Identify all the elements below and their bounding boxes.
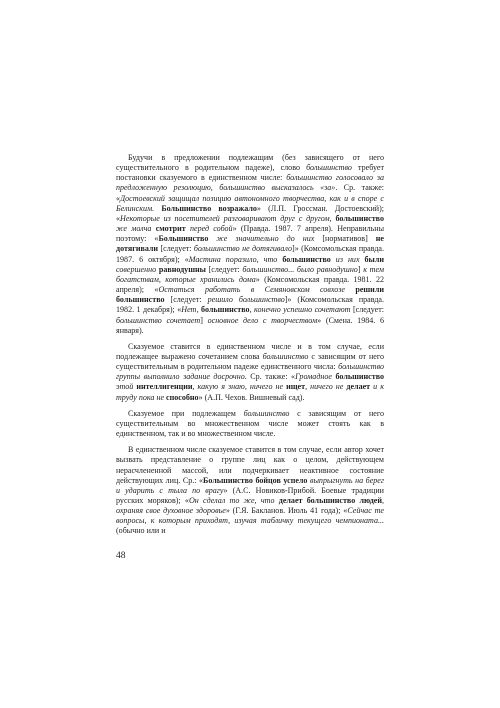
bold-text: решили большинство [116,285,384,305]
text-run: ]» (Комсомольская правда. 1982. 1 декабря); « [116,295,384,315]
bold-text: большинство [282,254,331,264]
text-run: » (А.С. Новиков-Прибой. Боевые традиции русских моряков); « [116,485,384,505]
text-run: [нормативов] [314,234,376,244]
italic-text: Громадное [295,372,336,382]
italic-text: этой [116,382,137,392]
italic-text: большинство сочетает [116,315,201,325]
italic-text: и к труду пока не [116,382,385,402]
text-run: ]» (Комсомольская правда. 1987. 6 октября); « [116,244,385,264]
bold-text: смотрит [155,224,186,234]
bold-text: были [364,254,384,264]
text-run: [следует: [350,305,385,315]
italic-text: Остаться работать в Семяновском совхозе [158,285,356,295]
text-run: » (Г.Я. Бакланов. Июль 41 года); « [225,506,348,516]
italic-text: , какую я знаю, ничего не [192,382,287,392]
text-run: . Ср. также: « [244,372,296,382]
text-run: » (Комсомольская правда. 1981. 22 апреля); « [116,274,384,295]
italic-text: большинство [306,163,352,173]
text-run: Будучи в предложении подлежащим (без зависящего от него существительного в родительном падеже), слово [116,153,384,173]
text-run: » (Смена. 1984. 6 января). [116,315,384,335]
italic-text: Достоевский защищал позицию автономного творчества, как и в споре с Белинским. [116,193,384,213]
text-run: » (А.П. Чехов. Вишневый сад). [198,392,305,402]
italic-text: Сейчас те вопросы, к которым приходят, изучая табличку текущего чемпионата... [116,506,384,526]
text-run: требует постановки сказуемого в единственном числе: [116,163,384,183]
text-run: (обычно или и [116,526,166,536]
page-number: 48 [116,551,126,561]
italic-text: выпрыгнуть на берег и ударить с тыла по врагу [116,475,384,495]
italic-text: большинство [262,351,309,361]
paragraph [116,409,384,439]
text-run: » (Правда. 1987. 7 апреля). Неправильны поэтому: « [116,224,384,244]
italic-text: Он сделал то же, что [188,496,279,505]
italic-text: Мастина поразило, что [188,254,283,264]
text-run: с зависящим от него существительным во множественном числе может стоять как в единственном, так и во множественном числе. [116,408,385,439]
bold-text: делает большинство людей [278,496,382,505]
bold-text: делает [346,382,371,392]
paragraph [116,342,384,403]
bold-text: большинство [201,305,250,315]
bold-text: большинство [335,213,384,223]
italic-text: сочетают [314,305,351,315]
text-run: . Ср. также: « [116,183,385,203]
italic-text: же молча [116,224,156,234]
italic-text: , охраняя свое духовное здоровье [116,496,384,516]
paragraph [116,445,384,536]
italic-text: большинство не дотягивало [193,244,293,254]
paragraph [116,153,384,336]
bold-text: ищет [286,382,306,392]
text-run: [следует: [158,244,194,254]
bold-text: Большинство возражало [161,203,257,213]
bold-text: равнодушны [158,264,206,274]
italic-text: большинство... было равнодушно [242,264,358,274]
italic-text: совершенно [116,264,159,274]
italic-text: из них [330,254,365,264]
text-run: ] [357,264,364,274]
text-run: В единственном числе сказуемое ставится в том случае, если автор хочет вызвать представление о группе лиц как о целом, действующем нерасчлененной массой, или подчеркивает неактивное состояние действующих лиц. Ср.: « [116,445,384,485]
italic-text: же значительно до них [208,234,315,244]
italic-text: , ничего не [305,382,347,392]
bold-text: не дотягивали [116,234,384,254]
text-run: » (Л.П. Гроссман. Достоевский); « [116,203,384,223]
italic-text: решило большинство [207,295,285,305]
body-text [116,153,384,537]
text-run: Сказуемое при подлежащем [128,408,244,418]
italic-text: большинство голосовало за предложенную резолюцию, большинство высказалось «за» [116,173,384,193]
bold-text: способно [166,392,199,402]
text-run: ] [200,315,208,325]
bold-text: Большинство [158,234,209,244]
text-run: с зависящим от него существительным в родительном падеже единственного числа: [116,351,384,372]
bold-text: интеллигенции [136,382,193,392]
text-run: [следует: [205,264,243,274]
italic-text: большинство [243,408,290,418]
italic-text: большинство группы выполнило задание досрочно [116,362,384,382]
italic-text: Нет, [181,305,202,315]
text-run: [следует: [164,295,208,305]
italic-text: Некоторые из посетителей разговаривают друг с другом, [120,213,336,223]
text-run: Сказуемое ставится в единственном числе и в том случае, если подлежащее выражено сочетанием слова [116,341,384,361]
italic-text: основное дело с творчеством [207,315,318,325]
italic-text: , конечно успешно [249,305,315,315]
italic-text: перед собой [185,224,233,234]
italic-text: к тем богатствам, которые хранились дома [116,264,384,284]
bold-text: большинство [335,372,385,382]
bold-text: Большинство бойцов успело [203,475,308,485]
